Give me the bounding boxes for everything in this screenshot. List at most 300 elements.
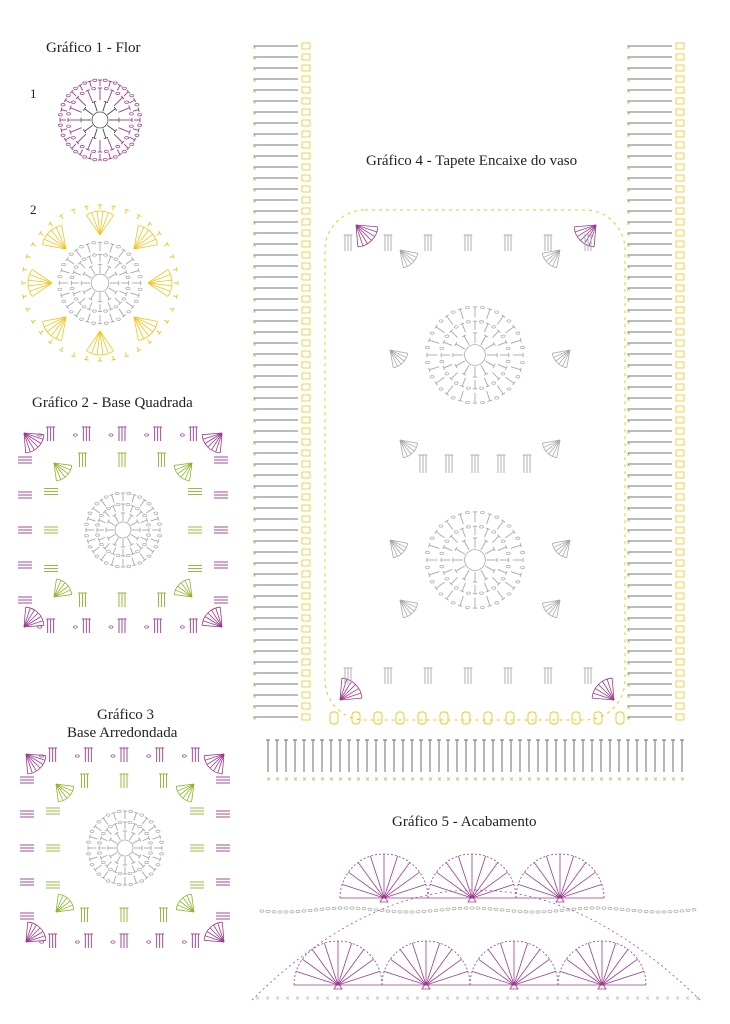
stitch-mark [451,577,457,583]
chain-mark [422,910,426,912]
strap-x-mark: × [626,176,632,183]
edge-x-mark: × [405,995,411,1002]
stitch-mark [105,512,110,517]
stitch-mark [99,537,105,540]
strap-block [676,43,684,49]
chain-mark [40,941,44,943]
fringe-x-mark: × [437,776,443,783]
stitch-mark [498,364,506,367]
stitch-mark [436,532,444,538]
stitch-mark [99,520,105,523]
stitch-mark [114,97,122,105]
stitch-mark [460,309,463,319]
strap-x-mark: × [252,121,258,128]
strap-block [676,571,684,577]
stitch-mark [108,158,112,159]
strap-block [302,329,310,335]
stitch-mark [99,499,103,502]
stitch-mark [451,331,457,337]
stitch-mark [40,233,43,236]
stitch-mark [464,570,469,579]
stitch-mark [80,263,85,268]
chain-mark [138,275,142,277]
edge-x-mark: × [615,995,621,1002]
stitch-mark [142,871,147,877]
chain-mark [92,242,96,244]
strap-x-mark: × [626,187,632,194]
strap-block [302,120,310,126]
stitch-mark [115,866,118,872]
strap-block [676,505,684,511]
shell-stitch [602,971,644,985]
strap-block [676,197,684,203]
chain-mark [480,526,484,528]
strap-block [302,351,310,357]
stitch-mark [90,857,98,859]
edge-x-mark: × [495,995,501,1002]
strap-x-mark: × [626,418,632,425]
chain-mark [73,434,77,436]
strap-block [302,43,310,49]
fan-arc [56,465,71,480]
strap-x-mark: × [626,253,632,260]
chain-mark [326,908,330,910]
stitch-mark [72,144,76,148]
strap-block [676,307,684,313]
strap-x-mark: × [252,198,258,205]
stitch-mark [143,559,147,562]
edge-x-mark: × [365,995,371,1002]
shell-stitch [436,872,472,898]
edge-x-mark: × [355,995,361,1002]
stitch-mark [131,522,138,526]
strap-x-mark: × [252,143,258,150]
fringe-x-mark: × [563,776,569,783]
chain-mark [516,537,520,539]
stitch-mark [103,871,108,877]
strap-x-mark: × [626,220,632,227]
strap-x-mark: × [252,132,258,139]
graphic3-title-line1: Gráfico 3 [97,707,155,723]
stitch-mark [61,270,69,273]
strap-block [302,483,310,489]
center-ring [465,550,486,571]
edge-x-mark: × [395,995,401,1002]
stitch-mark [88,138,93,149]
stitch-mark [145,817,149,820]
stitch-mark [132,866,135,872]
chain-mark [92,87,96,89]
chain-mark [71,137,75,139]
strap-x-mark: × [252,517,258,524]
edge-x-mark: × [285,995,291,1002]
strap-x-mark: × [626,495,632,502]
chain-mark [122,266,126,268]
chain-mark [440,565,444,567]
strap-x-mark: × [252,429,258,436]
stitch-mark [131,535,138,539]
stitch-mark [136,512,141,517]
chain-mark [88,546,92,548]
chain-mark [101,861,105,863]
stitch-mark [170,308,174,309]
stitch-mark [50,340,53,343]
shell-stitch [342,884,384,898]
strap-block [302,373,310,379]
stitch-mark [93,547,99,552]
stitch-mark [114,876,116,884]
fringe-x-mark: × [608,776,614,783]
stitch-mark [429,572,439,575]
chain-mark [380,909,384,911]
chain-mark [454,382,458,384]
graphic5-title: Gráfico 5 - Acabamento [392,814,537,830]
stitch-mark [124,92,128,96]
stitch-mark [72,92,76,96]
chain-mark [476,907,480,909]
fan-arc [42,321,61,340]
strap-block [302,230,310,236]
strap-block [302,593,310,599]
stitch-mark [66,305,69,309]
stitch-mark [133,853,140,857]
strap-block [676,560,684,566]
edge-x-mark: × [415,995,421,1002]
stitch-mark [485,549,494,554]
chain-mark [398,911,402,913]
strap-x-mark: × [252,704,258,711]
yellow-cluster [462,712,470,724]
chain-mark [83,156,87,158]
stitch-mark [462,583,465,591]
stitch-mark [511,545,521,548]
stitch-mark [61,293,69,296]
strap-x-mark: × [252,649,258,656]
chain-mark [70,276,74,278]
flower-chart-2 [22,205,178,361]
shell-stitch [472,872,508,898]
chain-mark [680,910,684,912]
strap-x-mark: × [252,385,258,392]
chain-mark [125,137,129,139]
strap-x-mark: × [252,440,258,447]
stitch-mark [80,85,83,90]
strap-x-mark: × [626,429,632,436]
stitch-mark [124,144,128,148]
strap-x-mark: × [252,627,258,634]
shell-stitch [426,959,462,985]
chain-mark [92,310,96,312]
chain-mark [135,134,139,136]
chain-mark [104,310,108,312]
chain-mark [147,534,151,536]
chain-mark [481,306,485,308]
stitch-mark [487,309,490,319]
strap-x-mark: × [252,616,258,623]
stitch-mark [107,861,112,866]
edge-x-mark: × [655,995,661,1002]
stitch-mark [89,257,92,264]
stitch-mark [109,274,117,278]
stitch-mark [154,868,157,872]
strap-x-mark: × [626,143,632,150]
chain-mark [75,755,79,757]
strap-x-mark: × [252,374,258,381]
chain-mark [115,565,119,567]
strap-x-mark: × [626,704,632,711]
chain-mark [465,401,469,403]
strap-block [676,208,684,214]
stitch-mark [492,372,498,378]
chain-mark [260,910,264,912]
shell-stitch [602,943,616,985]
strap-x-mark: × [626,561,632,568]
stitch-mark [435,325,438,329]
strap-x-mark: × [626,528,632,535]
strap-block [302,54,310,60]
strap-x-mark: × [252,330,258,337]
chain-mark [644,910,648,912]
stitch-mark [114,107,117,111]
stitch-mark [88,81,92,82]
fan-stitch [134,245,158,249]
strap-block [676,659,684,665]
chain-mark [129,113,133,115]
graphic1-step1-label: 1 [30,86,37,101]
chain-mark [494,908,498,910]
stitch-mark [125,210,126,214]
shell-stitch [358,862,384,898]
yellow-cluster [440,712,448,724]
chain-mark [470,907,474,909]
strap-block [302,703,310,709]
stitch-mark [484,324,487,332]
chain-mark [451,311,455,313]
chain-mark [92,150,96,152]
chain-mark [126,554,130,556]
chain-mark [104,87,108,89]
yellow-cluster [550,712,558,724]
strap-block [302,65,310,71]
strap-block [302,516,310,522]
strap-block [676,109,684,115]
chain-mark [430,537,434,539]
stitch-mark [112,558,114,566]
edge-x-mark: × [525,995,531,1002]
stitch-mark [67,259,74,264]
chain-mark [137,825,141,827]
stitch-mark [130,270,138,273]
stitch-mark [61,108,62,112]
chain-mark [80,246,84,248]
vase-mat-chart [252,43,685,783]
stitch-mark [85,125,93,131]
shell-stitch [426,971,468,985]
strap-x-mark: × [252,550,258,557]
yellow-cluster [396,712,404,724]
stitch-mark [435,381,438,385]
fan-arc [42,225,61,244]
stitch-mark [105,267,109,275]
stitch-mark [92,506,95,510]
strap-x-mark: × [252,539,258,546]
stitch-mark [444,547,452,550]
stitch-mark [128,515,132,522]
fan-stitch [134,317,158,321]
chain-mark [149,873,153,875]
strap-x-mark: × [252,187,258,194]
chain-mark [501,335,505,337]
stitch-mark [137,215,139,218]
strap-block [676,483,684,489]
strap-block [676,340,684,346]
stitch-mark [114,129,117,133]
shell-stitch [514,971,556,985]
strap-x-mark: × [626,660,632,667]
strap-x-mark: × [626,66,632,73]
chain-mark [428,910,432,912]
chain-mark [620,908,624,910]
chain-mark [425,361,429,363]
stitch-mark [101,817,105,820]
stitch-mark [505,582,513,588]
shell-stitch [338,949,364,985]
chain-mark [104,496,108,498]
strap-block [302,549,310,555]
strap-x-mark: × [252,44,258,51]
fringe-x-mark: × [392,776,398,783]
fan-arc [174,465,189,480]
stitch-mark [93,508,99,513]
fan-arc [138,321,157,340]
chain-mark [80,318,84,320]
strap-x-mark: × [626,451,632,458]
strap-x-mark: × [252,319,258,326]
chain-mark [492,382,496,384]
chain-mark [101,832,105,834]
edge-x-mark: × [305,995,311,1002]
chain-mark [67,113,71,115]
chain-mark [156,864,160,866]
chain-mark [518,910,522,912]
chain-mark [58,275,62,277]
strap-x-mark: × [252,715,258,722]
stitch-mark [118,108,129,113]
strap-x-mark: × [252,462,258,469]
stitch-mark [505,532,513,538]
stitch-mark [445,315,449,318]
strap-x-mark: × [626,693,632,700]
chain-mark [62,300,66,302]
chain-mark [439,593,443,595]
strap-block [302,428,310,434]
chain-mark [440,552,444,554]
strap-block [676,131,684,137]
chain-mark [113,82,117,84]
yellow-cluster [418,712,426,724]
strap-x-mark: × [626,308,632,315]
edge-x-mark: × [595,995,601,1002]
stitch-mark [484,583,487,591]
strap-block [302,175,310,181]
chain-mark [130,143,134,145]
stitch-mark [130,506,133,512]
strap-x-mark: × [626,462,632,469]
stitch-mark [152,550,155,554]
chain-mark [138,562,142,564]
stitch-mark [460,596,463,606]
strap-x-mark: × [626,132,632,139]
stitch-mark [90,81,92,87]
strap-block [302,406,310,412]
stitch-mark [105,292,109,300]
chain-mark [71,101,75,103]
strap-block [676,461,684,467]
strap-x-mark: × [252,165,258,172]
stitch-mark [153,857,161,859]
fringe-x-mark: × [401,776,407,783]
strap-block [676,76,684,82]
strap-x-mark: × [252,209,258,216]
chain-mark [182,941,186,943]
strap-x-mark: × [626,594,632,601]
chain-mark [180,434,184,436]
stitch-mark [84,206,88,207]
chain-mark [480,321,484,323]
chain-mark [97,842,101,844]
fan-arc [86,351,113,355]
shell-stitch [302,959,338,985]
chain-mark [107,507,111,509]
stitch-mark [134,876,136,884]
strap-block [676,516,684,522]
chain-mark [578,907,582,909]
strap-x-mark: × [626,198,632,205]
chain-mark [70,287,74,289]
stitch-mark [61,110,67,112]
chain-mark [638,910,642,912]
chain-mark [138,288,142,290]
stitch-mark [444,569,452,572]
stitch-mark [447,385,453,393]
chain-mark [501,540,505,542]
fringe-x-mark: × [554,776,560,783]
edge-x-mark: × [575,995,581,1002]
stitch-mark [113,206,114,210]
shell-stitch [560,862,586,898]
strap-x-mark: × [626,319,632,326]
fan-arc [56,579,71,594]
stitch-mark [481,365,486,374]
strap-block [676,615,684,621]
strap-block [302,450,310,456]
strap-x-mark: × [626,55,632,62]
fan-arc [86,211,113,215]
stitch-mark [119,250,124,257]
chain-mark [608,907,612,909]
chain-mark [92,254,96,256]
chain-mark [84,535,88,537]
fan-stitch [134,225,138,249]
chain-mark [137,868,141,870]
chain-mark [109,825,113,827]
chain-mark [107,550,111,552]
strap-block [676,175,684,181]
fringe-x-mark: × [617,776,623,783]
stitch-mark [513,586,516,590]
chain-mark [82,306,86,308]
strap-x-mark: × [626,517,632,524]
